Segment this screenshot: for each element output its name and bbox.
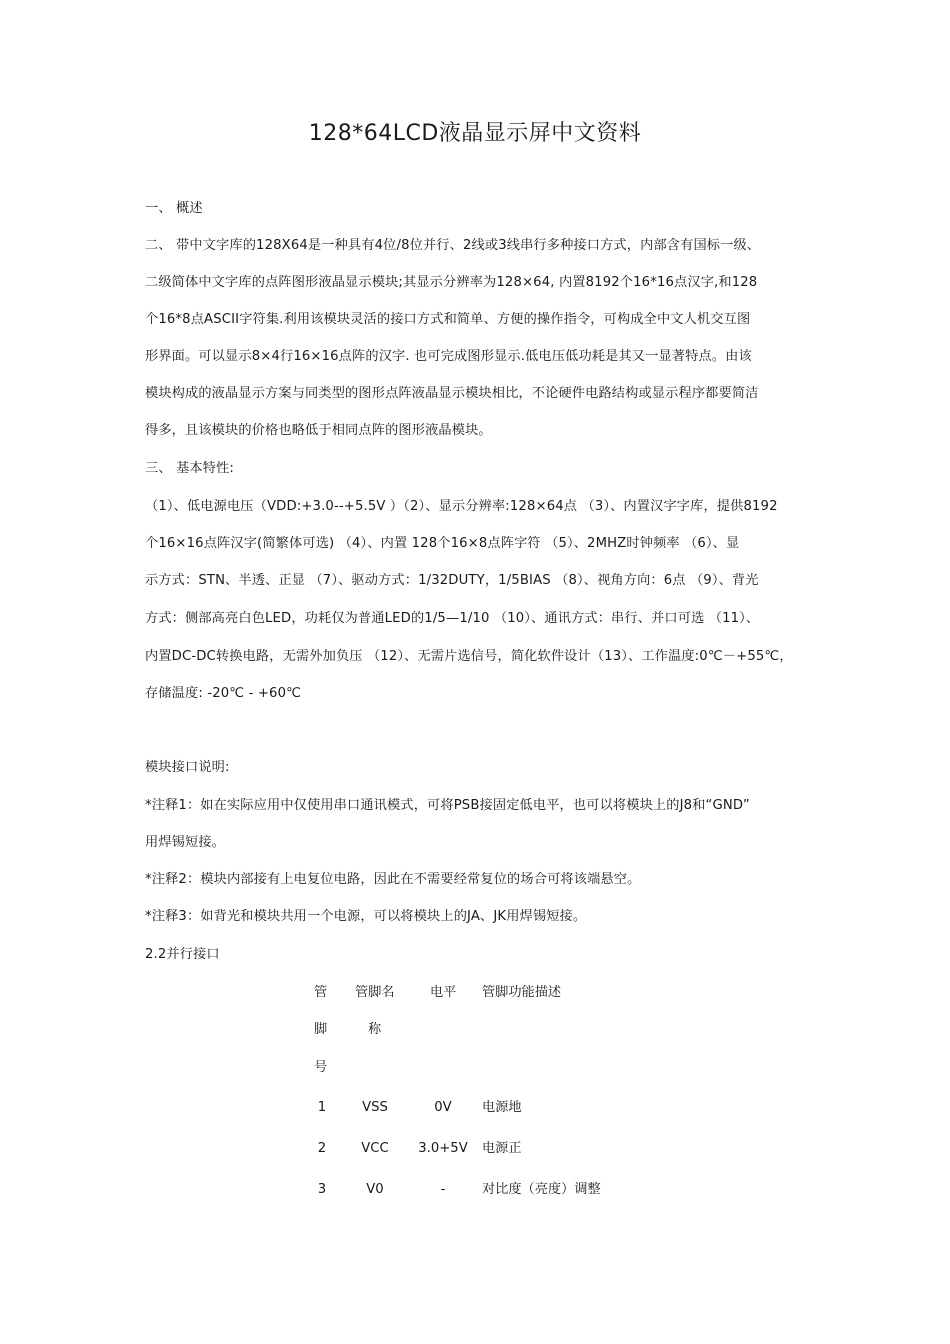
table-cell-level: - (440, 1182, 446, 1197)
table-cell-pin: 2 (317, 1141, 327, 1156)
subsection-heading-parallel: 2.2并行接口 (145, 947, 220, 962)
page-title: 128*64LCD液晶显示屏中文资料 (308, 121, 642, 146)
table-header-pin-no: 脚 (314, 1022, 328, 1037)
section-heading-interface: 模块接口说明: (145, 760, 230, 775)
table-cell-name: VCC (361, 1141, 389, 1156)
table-cell-name: VSS (362, 1100, 388, 1115)
table-cell-description: 对比度（亮度）调整 (482, 1182, 601, 1197)
paragraph-line: 二级简体中文字库的点阵图形液晶显示模块;其显示分辨率为128×64, 内置8192个16*16点汉字,和128 (145, 275, 758, 290)
table-cell-description: 电源正 (482, 1141, 522, 1156)
paragraph-line: 存储温度: -20℃ - +60℃ (145, 686, 302, 701)
table-header-pin-name: 称 (368, 1022, 382, 1037)
table-cell-pin: 3 (317, 1182, 327, 1197)
table-cell-level: 0V (434, 1100, 452, 1115)
note-line: 用焊锡短接。 (145, 835, 226, 850)
table-header-description: 管脚功能描述 (482, 985, 562, 1000)
paragraph-line: 个16*8点ASCII字符集.利用该模块灵活的接口方式和简单、方便的操作指令，可构成全中文人机交互图 (145, 312, 751, 327)
table-cell-name: V0 (366, 1182, 384, 1197)
table-cell-description: 电源地 (482, 1100, 522, 1115)
paragraph-line: 得多，且该模块的价格也略低于相同点阵的图形液晶模块。 (145, 423, 492, 438)
paragraph-line: 方式：侧部高亮白色LED，功耗仅为普通LED的1/5—1/10 （10）、通讯方式：串行、并口可选 （11）、 (145, 611, 760, 626)
table-header-pin-name: 管脚名 (355, 985, 395, 1000)
paragraph-line: 内置DC-DC转换电路，无需外加负压 （12）、无需片选信号，简化软件设计（13）、工作温度:0℃－+55℃， (145, 649, 793, 664)
paragraph-line: 形界面。可以显示8×4行16×16点阵的汉字. 也可完成图形显示.低电压低功耗是其又一显著特点。由该 (145, 349, 752, 364)
note-line: *注释2：模块内部接有上电复位电路，因此在不需要经常复位的场合可将该端悬空。 (145, 872, 641, 887)
paragraph-line: 个16×16点阵汉字(简繁体可选) （4）、内置 128个16×8点阵字符 （5）、2MHZ时钟频率 （6）、显 (145, 536, 740, 551)
paragraph-line: 示方式：STN、半透、正显 （7）、驱动方式：1/32DUTY，1/5BIAS （8）、视角方向：6点 （9）、背光 (145, 573, 759, 588)
paragraph-line: （1）、低电源电压（VDD:+3.0--+5.5V ）（2）、显示分辨率:128×64点 （3）、内置汉字字库，提供8192 (145, 499, 778, 514)
table-cell-level: 3.0+5V (418, 1141, 468, 1156)
paragraph-line: 模块构成的液晶显示方案与同类型的图形点阵液晶显示模块相比，不论硬件电路结构或显示程序都要简洁 (145, 386, 759, 401)
table-header-pin-no: 号 (314, 1060, 328, 1075)
note-line: *注释1：如在实际应用中仅使用串口通讯模式，可将PSB接固定低电平，也可以将模块上的J8和“GND” (145, 798, 750, 813)
table-header-level: 电平 (430, 985, 457, 1000)
table-cell-pin: 1 (317, 1100, 327, 1115)
note-line: *注释3：如背光和模块共用一个电源，可以将模块上的JA、JK用焊锡短接。 (145, 909, 587, 924)
table-header-pin-no: 管 (314, 985, 328, 1000)
paragraph-line: 二、 带中文字库的128X64是一种具有4位/8位并行、2线或3线串行多种接口方式，内部含有国标一级、 (145, 238, 761, 253)
section-heading-overview: 一、 概述 (145, 201, 203, 216)
section-heading-features: 三、 基本特性: (145, 461, 234, 476)
